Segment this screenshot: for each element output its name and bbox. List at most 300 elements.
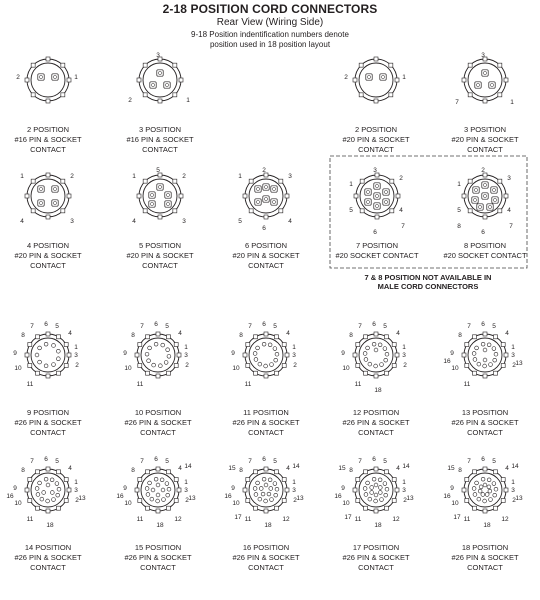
contact-pin (475, 481, 479, 485)
contact-pin (151, 488, 155, 492)
contact-pin (152, 363, 156, 367)
connector-key-notch (36, 335, 40, 339)
connector-key-notch (25, 488, 29, 492)
connector-key-notch (501, 343, 505, 347)
connector-caption-line: #20 SOCKET CONTACT (443, 251, 527, 260)
pin-label: 1 (457, 181, 461, 188)
connector-inner-ring (359, 63, 393, 97)
connector-key-notch (143, 63, 147, 67)
connector-key-notch (246, 499, 250, 503)
pin-label: 18 (264, 522, 272, 529)
connector-key-notch (264, 215, 268, 219)
connector-key-notch (167, 335, 171, 339)
contact-pin (491, 187, 497, 193)
connector-c12 (341, 321, 410, 437)
contact-pin (368, 497, 372, 501)
connector-key-notch (374, 374, 378, 378)
contact-pin (368, 362, 372, 366)
contact-pin (274, 493, 278, 497)
pin-label: 5 (165, 458, 169, 465)
connector-key-notch (275, 470, 279, 474)
connector-c11 (231, 321, 300, 437)
contact-pin (35, 487, 39, 491)
contact-pin (149, 201, 155, 207)
pin-label: 5 (457, 207, 461, 214)
pin-label: 4 (286, 330, 290, 337)
connector-key-notch (468, 209, 472, 213)
pin-label: 18 (374, 522, 382, 529)
pin-label: 10 (124, 500, 132, 507)
connector-outer-ring (245, 469, 287, 511)
pin-label: 11 (354, 381, 362, 388)
pin-label: 8 (458, 467, 462, 474)
connector-key-notch (392, 478, 396, 482)
pin-label: 13 (515, 495, 523, 502)
pin-label: 8 (457, 223, 461, 230)
contact-pin (374, 483, 378, 487)
connector-caption-line: CONTACT (30, 261, 66, 270)
contact-pin (488, 489, 492, 493)
pin-label: 2 (293, 497, 297, 504)
connector-caption-line: #26 PIN & SOCKET (14, 553, 82, 562)
connector-key-notch (146, 371, 150, 375)
contact-pin (370, 486, 374, 490)
contact-pin (36, 493, 40, 497)
pin-label: 16 (6, 493, 14, 500)
pin-label: 3 (373, 167, 377, 174)
connector-caption-line: #20 PIN & SOCKET (14, 251, 82, 260)
pin-label: 3 (74, 352, 78, 359)
contact-pin (148, 481, 152, 485)
connector-key-notch (46, 215, 50, 219)
connector-key-notch (179, 194, 183, 198)
contact-pin (363, 352, 367, 356)
connector-key-notch (353, 78, 357, 82)
pin-label: 4 (132, 218, 136, 225)
pin-label: 3 (292, 352, 296, 359)
connector-caption-line: 12 POSITION (352, 408, 400, 417)
connector-key-notch (57, 506, 61, 510)
connector-key-notch (389, 63, 393, 67)
connector-outer-ring (137, 469, 179, 511)
connector-key-notch (385, 470, 389, 474)
contact-pin (378, 478, 382, 482)
connector-key-notch (46, 467, 50, 471)
connector-key-notch (28, 364, 32, 368)
contact-pin (38, 360, 42, 364)
contact-pin (482, 193, 488, 199)
connector-key-notch (501, 364, 505, 368)
contact-pin (385, 352, 389, 356)
connector-key-notch (264, 509, 268, 513)
connector-key-notch (57, 470, 61, 474)
pin-label: 18 (374, 387, 382, 394)
contact-pin (52, 498, 56, 502)
pin-label: 7 (358, 458, 362, 465)
connector-key-notch (395, 78, 399, 82)
pin-label: 2 (344, 74, 348, 81)
connector-key-notch (483, 332, 487, 336)
contact-pin (57, 487, 61, 491)
pin-label: 4 (399, 207, 403, 214)
pin-label: 6 (262, 321, 266, 328)
connector-key-notch (483, 374, 487, 378)
connector-key-notch (46, 509, 50, 513)
contact-pin (273, 347, 277, 351)
pin-label: 1 (186, 97, 190, 104)
connector-caption-line: #20 PIN & SOCKET (342, 135, 410, 144)
contact-pin (166, 348, 170, 352)
connector-outer-ring (464, 334, 506, 376)
connector-key-notch (143, 209, 147, 213)
connector-key-notch (282, 499, 286, 503)
contact-pin (384, 358, 388, 362)
pin-label: 3 (288, 173, 292, 180)
contact-pin (475, 346, 479, 350)
connector-key-notch (46, 57, 50, 61)
connector-key-notch (473, 506, 477, 510)
connector-key-notch (135, 353, 139, 357)
connector-caption-line: #26 PIN & SOCKET (451, 553, 519, 562)
contact-pin (383, 199, 389, 205)
contact-pin (38, 346, 42, 350)
pin-label: 7 (30, 323, 34, 330)
pin-label: 6 (372, 456, 376, 463)
connector-key-notch (143, 93, 147, 97)
connector-outer-ring (27, 334, 69, 376)
pin-label: 6 (44, 321, 48, 328)
contact-pin (366, 74, 372, 80)
connector-caption-line: #20 PIN & SOCKET (126, 251, 194, 260)
connector-key-notch (173, 179, 177, 183)
connector-key-notch (468, 63, 472, 67)
connector-c6 (232, 167, 300, 270)
contact-pin (263, 184, 269, 190)
contact-pin (473, 493, 477, 497)
contact-pin (273, 482, 277, 486)
connector-key-notch (354, 194, 358, 198)
pin-label: 8 (458, 332, 462, 339)
pin-label: 7 (509, 223, 513, 230)
connector-c2a (14, 57, 82, 154)
pin-label: 6 (262, 456, 266, 463)
connector-caption-line: #26 PIN & SOCKET (232, 418, 300, 427)
pin-label: 7 (30, 458, 34, 465)
contact-pin (489, 498, 493, 502)
connector-caption-line: CONTACT (30, 563, 66, 572)
contact-pin (363, 487, 367, 491)
connector-key-notch (396, 194, 400, 198)
pin-label: 11 (26, 516, 34, 523)
contact-pin (383, 189, 389, 195)
contact-pin (164, 82, 170, 88)
pin-label: 2 (399, 175, 403, 182)
contact-pin (492, 197, 498, 203)
contact-pin (365, 199, 371, 205)
connector-caption-line: 11 POSITION (243, 408, 289, 417)
connector-caption-line: #16 PIN & SOCKET (126, 135, 194, 144)
pin-label: 8 (349, 332, 353, 339)
pin-label: 2 (185, 362, 189, 369)
connector-c7 (335, 167, 418, 260)
connector-key-notch (356, 499, 360, 503)
connector-inner-ring (31, 179, 65, 213)
contact-pin (374, 493, 378, 497)
connector-key-notch (374, 57, 378, 61)
contact-pin (383, 347, 387, 351)
connector-key-notch (167, 470, 171, 474)
pin-label: 13 (296, 495, 304, 502)
pin-label: 6 (44, 456, 48, 463)
contact-pin (372, 342, 376, 346)
connector-key-notch (494, 335, 498, 339)
contact-pin (158, 364, 162, 368)
connector-caption-line: CONTACT (358, 563, 394, 572)
connector-key-notch (356, 478, 360, 482)
pin-label: 11 (354, 516, 362, 523)
connector-c2b (342, 57, 410, 154)
contact-pin (483, 358, 487, 362)
connector-c15 (116, 456, 196, 572)
connector-key-notch (465, 343, 469, 347)
pin-label: 2 (403, 497, 407, 504)
pin-label: 10 (14, 500, 22, 507)
connector-key-notch (468, 179, 472, 183)
connector-key-notch (279, 179, 283, 183)
connector-key-notch (501, 499, 505, 503)
contact-pin (481, 477, 485, 481)
contact-pin (274, 358, 278, 362)
pin-label: 8 (131, 467, 135, 474)
pin-label: 11 (136, 381, 144, 388)
pin-label: 12 (392, 516, 400, 523)
contact-pin (256, 481, 260, 485)
pin-label: 16 (443, 493, 451, 500)
connector-key-notch (364, 506, 368, 510)
connector-key-notch (385, 506, 389, 510)
connector-key-notch (64, 499, 68, 503)
contact-pin (40, 497, 44, 501)
connector-key-notch (137, 194, 141, 198)
pin-label: 3 (182, 218, 186, 225)
connector-key-notch (31, 63, 35, 67)
pin-label: 2 (185, 497, 189, 504)
connector-key-notch (243, 353, 247, 357)
pin-label: 14 (402, 463, 410, 470)
contact-pin (55, 482, 59, 486)
pin-label: 9 (231, 350, 235, 357)
pin-label: 2 (128, 97, 132, 104)
pin-label: 2 (75, 497, 79, 504)
pin-label: 3 (402, 352, 406, 359)
contact-pin (374, 348, 378, 352)
connector-key-notch (494, 506, 498, 510)
connector-key-notch (67, 488, 71, 492)
contact-pin (253, 487, 257, 491)
contact-pin (253, 352, 257, 356)
connector-key-notch (146, 470, 150, 474)
connector-key-notch (177, 353, 181, 357)
pin-label: 6 (481, 321, 485, 328)
pin-label: 4 (507, 207, 511, 214)
connector-key-notch (156, 467, 160, 471)
connector-key-notch (390, 179, 394, 183)
connector-key-notch (25, 194, 29, 198)
connector-key-notch (254, 335, 258, 339)
contact-pin (270, 363, 274, 367)
pin-label: 10 (342, 365, 350, 372)
connector-caption-line: CONTACT (358, 428, 394, 437)
connector-key-notch (177, 488, 181, 492)
pin-label: 1 (402, 479, 406, 486)
contact-pin (261, 492, 265, 496)
connector-key-notch (156, 374, 160, 378)
pin-label: 6 (373, 229, 377, 236)
connector-key-notch (390, 209, 394, 213)
connector-key-notch (374, 332, 378, 336)
pin-label: 3 (511, 352, 515, 359)
contact-pin (483, 348, 487, 352)
connector-key-notch (285, 353, 289, 357)
pin-label: 1 (184, 479, 188, 486)
contact-pin (487, 485, 491, 489)
pin-label: 9 (231, 485, 235, 492)
connector-key-notch (25, 78, 29, 82)
pin-label: 2 (481, 167, 485, 174)
connector-caption-line: #26 PIN & SOCKET (342, 553, 410, 562)
connector-key-notch (46, 374, 50, 378)
contact-pin (378, 486, 382, 490)
connector-outer-ring (137, 334, 179, 376)
pin-label: 17 (453, 514, 461, 521)
contact-pin (370, 491, 374, 495)
connector-key-notch (243, 194, 247, 198)
connector-key-notch (25, 353, 29, 357)
contact-pin (477, 497, 481, 501)
connector-caption-line: 10 POSITION (134, 408, 182, 417)
contact-pin (275, 352, 279, 356)
pin-label: 7 (248, 323, 252, 330)
contact-pin (167, 487, 171, 491)
pin-label: 2 (293, 362, 297, 369)
connector-key-notch (36, 371, 40, 375)
pin-label: 2 (403, 362, 407, 369)
contact-pin (161, 343, 165, 347)
contact-pin (44, 364, 48, 368)
pin-label: 6 (481, 456, 485, 463)
layout-note-line-2: position used in 18 position layout (209, 40, 331, 49)
connector-key-notch (504, 488, 508, 492)
connector-key-notch (28, 499, 32, 503)
connector-caption-line: #26 PIN & SOCKET (124, 418, 192, 427)
connector-caption-line: CONTACT (248, 261, 284, 270)
connector-caption-line: 16 POSITION (242, 543, 290, 552)
contact-pin (145, 487, 149, 491)
connector-key-notch (360, 179, 364, 183)
pin-label: 3 (184, 487, 188, 494)
connector-key-notch (364, 371, 368, 375)
pin-label: 5 (156, 167, 160, 174)
pin-label: 2 (70, 173, 74, 180)
pin-label: 5 (273, 458, 277, 465)
connector-outer-ring (27, 469, 69, 511)
connector-key-notch (156, 509, 160, 513)
pin-label: 2 (262, 167, 266, 174)
connector-key-notch (285, 488, 289, 492)
connector-key-notch (67, 353, 71, 357)
connector-key-notch (61, 209, 65, 213)
connector-key-notch (158, 99, 162, 103)
contact-pin (489, 363, 493, 367)
contact-pin (493, 493, 497, 497)
connector-key-notch (353, 353, 357, 357)
contact-pin (372, 477, 376, 481)
connector-key-notch (364, 470, 368, 474)
pin-label: 1 (511, 479, 515, 486)
contact-pin (485, 493, 489, 497)
connector-c5 (126, 167, 194, 270)
connector-c13 (443, 321, 523, 437)
connector-key-notch (31, 93, 35, 97)
connector-key-notch (462, 488, 466, 492)
connector-key-notch (167, 371, 171, 375)
pin-label: 11 (463, 381, 471, 388)
pin-label: 10 (232, 500, 240, 507)
pin-label: 1 (74, 344, 78, 351)
pin-label: 5 (55, 323, 59, 330)
pin-label: 14 (184, 463, 192, 470)
pin-label: 11 (136, 516, 144, 523)
pin-label: 5 (492, 458, 496, 465)
pin-label: 11 (244, 381, 252, 388)
connector-key-notch (494, 470, 498, 474)
pin-label: 5 (383, 323, 387, 330)
connector-key-notch (46, 173, 50, 177)
connector-key-notch (174, 478, 178, 482)
contact-pin (493, 358, 497, 362)
pin-label: 11 (26, 381, 34, 388)
contact-pin (165, 201, 171, 207)
contact-pin (52, 200, 58, 206)
connector-key-notch (61, 93, 65, 97)
connector-key-notch (275, 506, 279, 510)
contact-pin (35, 353, 39, 357)
pin-label: 8 (21, 467, 25, 474)
contact-pin (494, 487, 498, 491)
contact-pin (275, 487, 279, 491)
contact-pin (494, 352, 498, 356)
pin-label: 1 (292, 344, 296, 351)
contact-pin (52, 363, 56, 367)
pin-label: 10 (232, 365, 240, 372)
contact-pin (38, 74, 44, 80)
pin-label: 16 (334, 493, 342, 500)
connector-key-notch (246, 478, 250, 482)
pin-label: 17 (344, 514, 352, 521)
contact-pin (50, 491, 54, 495)
connector-c16 (224, 456, 304, 572)
connector-key-notch (179, 78, 183, 82)
contact-pin (271, 199, 277, 205)
pin-label: 15 (228, 465, 236, 472)
pin-label: 6 (262, 225, 266, 232)
pin-label: 9 (341, 485, 345, 492)
pin-label: 4 (396, 465, 400, 472)
pin-label: 6 (372, 321, 376, 328)
contact-pin (374, 499, 378, 503)
connector-key-notch (138, 478, 142, 482)
contact-pin (477, 362, 481, 366)
